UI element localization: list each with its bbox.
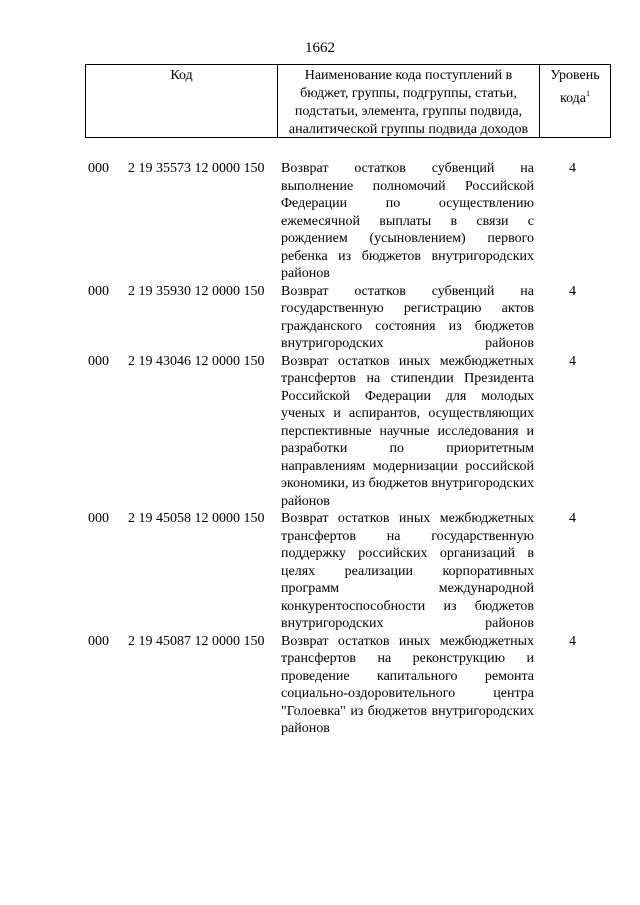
table-row: [85, 633, 611, 738]
header-name: [278, 65, 540, 137]
row-name: Возврат остатков иных межбюджетных трансфертов на реконструкцию и проведение капитального ремонта социально-оздоровительного центра "Голоевка" из бюджетов внутригородских районов: [281, 633, 534, 736]
row-name: Возврат остатков субвенций на выполнение полномочий Российской Федерации по осуществлению ежемесячной выплаты в связи с рождением (усыновлением) первого ребенка из бюджетов внутригородских районов: [281, 161, 534, 281]
row-group-code: 000: [88, 283, 109, 299]
row-group-code: 000: [88, 511, 109, 526]
table-row: [85, 160, 611, 283]
row-code: 2 19 45058 12 0000 150: [128, 511, 265, 526]
table-row: [85, 510, 611, 633]
row-code: 2 19 35930 12 0000 150: [128, 283, 265, 299]
table-row: [85, 283, 611, 353]
table-header: [85, 64, 611, 138]
row-level: 4: [569, 161, 576, 176]
row-code: 2 19 43046 12 0000 150: [128, 353, 265, 369]
header-name-line: аналитической группы подвида доходов: [288, 122, 529, 137]
header-level-line: кода$^1$: [559, 89, 591, 106]
row-group-code: 000: [88, 353, 109, 369]
row-level: 4: [569, 633, 576, 649]
row-name: Возврат остатков иных межбюджетных трансфертов на государственную поддержку российских организаций в целях реализации корпоративных программ международной конкурентоспособности из бюджетов внутригородских районов: [281, 511, 534, 631]
header-name-line: Наименование кода поступлений в: [304, 68, 513, 83]
row-code: 2 19 35573 12 0000 150: [128, 161, 265, 176]
row-code: 2 19 45087 12 0000 150: [128, 633, 265, 649]
row-group-code: 000: [88, 161, 109, 176]
row-level: 4: [569, 353, 576, 369]
footnote-marker: 1: [586, 89, 591, 98]
row-name: Возврат остатков субвенций на государственную регистрацию актов гражданского состояния из бюджетов внутригородских районов: [281, 283, 534, 351]
row-level: 4: [569, 283, 576, 299]
row-group-code: 000: [88, 633, 109, 649]
header-name-line: подстатьи, элемента, группы подвида,: [294, 104, 523, 119]
table-row: [85, 353, 611, 511]
row-level: 4: [569, 511, 576, 526]
row-name: Возврат остатков иных межбюджетных трансфертов на стипендии Президента Российской Федерации для молодых ученых и аспирантов, осуществляющих перспективные научные исследования и разработки по приоритетным направлениям модернизации российской экономики, из бюджетов внутригородских районов: [281, 353, 534, 509]
table-body: [85, 160, 611, 738]
header-name-line: бюджет, группы, подгруппы, статьи,: [300, 86, 517, 101]
header-level-line: Уровень: [550, 68, 600, 83]
header-level: [540, 65, 610, 137]
header-code: Код: [86, 65, 278, 137]
page-number: 1662: [305, 40, 335, 56]
